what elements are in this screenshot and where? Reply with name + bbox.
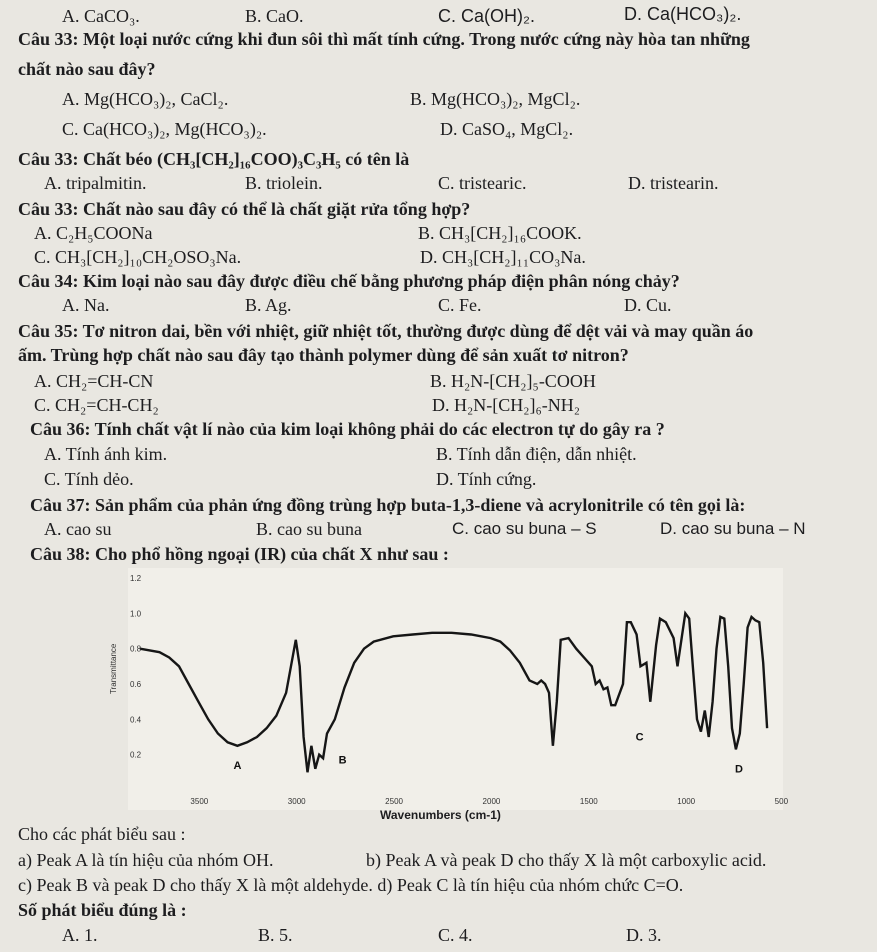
q35-option-b: B. H₂N-[CH₂]₅-COOH bbox=[430, 371, 596, 391]
q33b-option-b: B. triolein. bbox=[245, 173, 323, 193]
q33a-stem-line1: Câu 33: Một loại nước cứng khi đun sôi thì mất tính cứng. Trong nước cứng này hòa tan những bbox=[18, 29, 750, 49]
q35-stem-line1: Câu 35: Tơ nitron dai, bền với nhiệt, giữ nhiệt tốt, thường được dùng để dệt vải và may quần áo bbox=[18, 321, 754, 341]
q32-option-c: C. Ca(OH)₂. bbox=[438, 6, 535, 26]
q33c-option-d: D. CH₃[CH₂]₁₁CO₃Na. bbox=[420, 247, 586, 267]
q35-stem-line2: ấm. Trùng hợp chất nào sau đây tạo thành polymer dùng để sản xuất tơ nitron? bbox=[18, 345, 629, 365]
x-tick-label: 2000 bbox=[482, 797, 501, 806]
q33b-stem: Câu 33: Chất béo (CH₃[CH₂]₁₆COO)₃C₃H₅ có tên là bbox=[18, 149, 410, 169]
y-tick-label: 0.6 bbox=[130, 680, 142, 689]
q34-option-d: D. Cu. bbox=[624, 295, 672, 315]
q33c-option-b: B. CH₃[CH₂]₁₆COOK. bbox=[418, 223, 582, 243]
q32-option-b: B. CaO. bbox=[245, 6, 304, 26]
q37-option-b: B. cao su buna bbox=[256, 519, 362, 539]
chart-background bbox=[128, 568, 783, 810]
peak-label-a: A bbox=[233, 759, 242, 772]
q33c-stem: Câu 33: Chất nào sau đây có thể là chất giặt rửa tổng hợp? bbox=[18, 199, 471, 219]
q33b-option-d: D. tristearin. bbox=[628, 173, 719, 193]
q35-option-a: A. CH₂=CH-CN bbox=[34, 371, 154, 391]
q38-option-b: B. 5. bbox=[258, 925, 293, 945]
q33b-option-c: C. tristearic. bbox=[438, 173, 527, 193]
q36-option-a: A. Tính ánh kim. bbox=[44, 444, 168, 464]
q38-statement-c: c) Peak B và peak D cho thấy X là một aldehyde. d) Peak C là tín hiệu của nhóm chức C=O. bbox=[18, 875, 684, 895]
x-axis-label: Wavenumbers (cm-1) bbox=[380, 808, 501, 822]
q33a-option-b: B. Mg(HCO₃)₂, MgCl₂. bbox=[410, 89, 581, 109]
ir-spectrum-chart bbox=[109, 568, 789, 810]
q37-option-d: D. cao su buna – N bbox=[660, 519, 806, 538]
q38-option-c: C. 4. bbox=[438, 925, 473, 945]
x-tick-label: 3500 bbox=[190, 797, 209, 806]
q36-stem: Câu 36: Tính chất vật lí nào của kim loại không phải do các electron tự do gây ra ? bbox=[30, 419, 665, 439]
q38-intro: Cho các phát biểu sau : bbox=[18, 824, 186, 844]
x-tick-label: 500 bbox=[774, 797, 789, 806]
q37-stem: Câu 37: Sản phẩm của phản ứng đồng trùng hợp buta-1,3-diene và acrylonitrile có tên gọi là: bbox=[30, 495, 746, 515]
q34-option-a: A. Na. bbox=[62, 295, 110, 315]
q37-option-c: C. cao su buna – S bbox=[452, 519, 597, 538]
q38-statement-b: b) Peak A và peak D cho thấy X là một carboxylic acid. bbox=[366, 850, 767, 870]
peak-label-c: C bbox=[635, 731, 644, 744]
q33c-option-c: C. CH₃[CH₂]₁₀CH₂OSO₃Na. bbox=[34, 247, 242, 267]
q37-option-a: A. cao su bbox=[44, 519, 112, 539]
q36-option-b: B. Tính dẫn điện, dẫn nhiệt. bbox=[436, 444, 637, 464]
q33a-stem-line2: chất nào sau đây? bbox=[18, 59, 156, 79]
y-tick-label: 0.8 bbox=[130, 644, 142, 654]
ir-spectrum-svg bbox=[109, 568, 789, 810]
q33a-option-c: C. Ca(HCO₃)₂, Mg(HCO₃)₂. bbox=[62, 119, 267, 139]
q38-option-d: D. 3. bbox=[626, 925, 662, 945]
q35-option-d: D. H₂N-[CH₂]₆-NH₂ bbox=[432, 395, 581, 415]
y-tick-label: 0.4 bbox=[130, 715, 142, 725]
y-tick-label: 1.2 bbox=[130, 574, 142, 583]
q33b-option-a: A. tripalmitin. bbox=[44, 173, 147, 193]
y-axis-label: Transmittance bbox=[109, 643, 118, 694]
q34-stem: Câu 34: Kim loại nào sau đây được điều chế bằng phương pháp điện phân nóng chảy? bbox=[18, 271, 680, 291]
q33a-option-a: A. Mg(HCO₃)₂, CaCl₂. bbox=[62, 89, 229, 109]
x-tick-label: 2500 bbox=[385, 797, 403, 806]
x-tick-label: 3000 bbox=[287, 797, 306, 806]
q38-option-a: A. 1. bbox=[62, 925, 98, 945]
x-tick-label: 1500 bbox=[579, 797, 598, 806]
q38-statement-a: a) Peak A là tín hiệu của nhóm OH. bbox=[18, 850, 274, 870]
q33a-option-d: D. CaSO₄, MgCl₂. bbox=[440, 119, 574, 139]
x-tick-label: 1000 bbox=[677, 797, 696, 806]
q38-stem: Câu 38: Cho phổ hồng ngoại (IR) của chất X như sau : bbox=[30, 544, 449, 564]
y-tick-label: 0.2 bbox=[130, 750, 142, 760]
y-tick-label: 1.0 bbox=[130, 609, 142, 619]
peak-label-b: B bbox=[338, 754, 347, 767]
q36-option-d: D. Tính cứng. bbox=[436, 469, 537, 489]
peak-label-d: D bbox=[734, 763, 743, 776]
q36-option-c: C. Tính dẻo. bbox=[44, 469, 134, 489]
q33c-option-a: A. C₂H₅COONa bbox=[34, 223, 153, 243]
q34-option-b: B. Ag. bbox=[245, 295, 292, 315]
q32-option-d: D. Ca(HCO₃)₂. bbox=[624, 4, 742, 24]
q35-option-c: C. CH₂=CH-CH₂ bbox=[34, 395, 159, 415]
q32-option-a: A. CaCO₃. bbox=[62, 6, 140, 26]
q38-count-question: Số phát biểu đúng là : bbox=[18, 900, 187, 920]
q34-option-c: C. Fe. bbox=[438, 295, 482, 315]
